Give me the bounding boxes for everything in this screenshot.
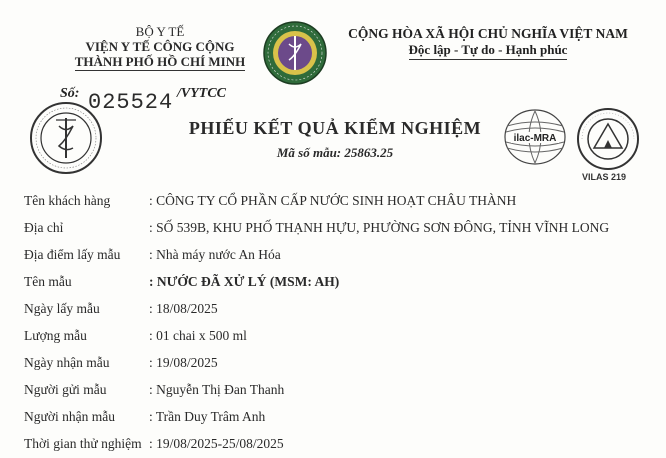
institute-name-line1: VIỆN Y TẾ CÔNG CỘNG	[85, 39, 235, 54]
institute-name-line2: THÀNH PHỐ HỒ CHÍ MINH	[74, 54, 246, 69]
field-received-date	[24, 355, 218, 377]
field-receiver	[24, 409, 265, 431]
field-value: : NƯỚC ĐÃ XỬ LÝ (MSM: AH)	[149, 274, 340, 289]
field-sampling-date	[24, 301, 218, 323]
number-label: Số:	[60, 86, 80, 101]
field-customer-name	[24, 193, 516, 215]
republic-name: CỘNG HÒA XÃ HỘI CHỦ NGHĨA VIỆT NAM	[348, 26, 628, 41]
field-sampling-location	[24, 247, 281, 269]
field-label: Người gửi mẫu	[24, 382, 107, 397]
field-value: : Nhà máy nước An Hóa	[149, 247, 281, 262]
field-label: Địa chỉ	[24, 220, 64, 235]
field-test-period	[24, 436, 284, 458]
document-number-suffix: /VYTCC	[177, 86, 227, 101]
institute-seal-icon	[28, 100, 104, 176]
field-label: Tên mẫu	[24, 274, 72, 289]
sample-code: Mã số mẫu: 25863.25	[276, 145, 394, 160]
field-label: Người nhận mẫu	[24, 409, 115, 424]
field-sample-name	[24, 274, 339, 296]
field-label: Địa điểm lấy mẫu	[24, 247, 121, 262]
ministry-name: BỘ Y TẾ	[135, 24, 185, 39]
field-label: Tên khách hàng	[24, 193, 111, 208]
document-number: 025524	[88, 90, 174, 115]
field-value: : 19/08/2025-25/08/2025	[149, 436, 284, 451]
field-label: Lượng mẫu	[24, 328, 87, 343]
field-label: Ngày nhận mẫu	[24, 355, 110, 370]
field-value: : SỐ 539B, KHU PHỐ THẠNH HỰU, PHƯỜNG SƠN ĐÔNG, TỈNH VĨNH LONG	[149, 220, 610, 235]
field-value: : Trần Duy Trâm Anh	[149, 409, 266, 424]
field-value: : 19/08/2025	[149, 355, 218, 370]
republic-header	[338, 26, 638, 60]
field-address	[24, 220, 609, 242]
field-label: Thời gian thử nghiệm	[24, 436, 142, 451]
field-value: : 18/08/2025	[149, 301, 218, 316]
vilas-label: VILAS 219	[582, 172, 627, 182]
field-value: : CÔNG TY CỔ PHẦN CẤP NƯỚC SINH HOẠT CHÂU THÀNH	[149, 193, 517, 208]
field-sender	[24, 382, 284, 404]
national-motto: Độc lập - Tự do - Hạnh phúc	[409, 42, 568, 60]
ministry-header	[60, 24, 260, 71]
field-value: : Nguyễn Thị Đan Thanh	[149, 382, 285, 397]
document-title: PHIẾU KẾT QUẢ KIỂM NGHIỆM	[188, 118, 482, 138]
ilac-mra-text: ilac-MRA	[513, 133, 557, 144]
institute-logo	[262, 20, 328, 86]
field-value: : 01 chai x 500 ml	[149, 328, 247, 343]
bureau-accreditation-logo	[574, 108, 642, 172]
field-sample-quantity	[24, 328, 247, 350]
field-label: Ngày lấy mẫu	[24, 301, 100, 316]
ilac-mra-logo	[503, 108, 567, 166]
